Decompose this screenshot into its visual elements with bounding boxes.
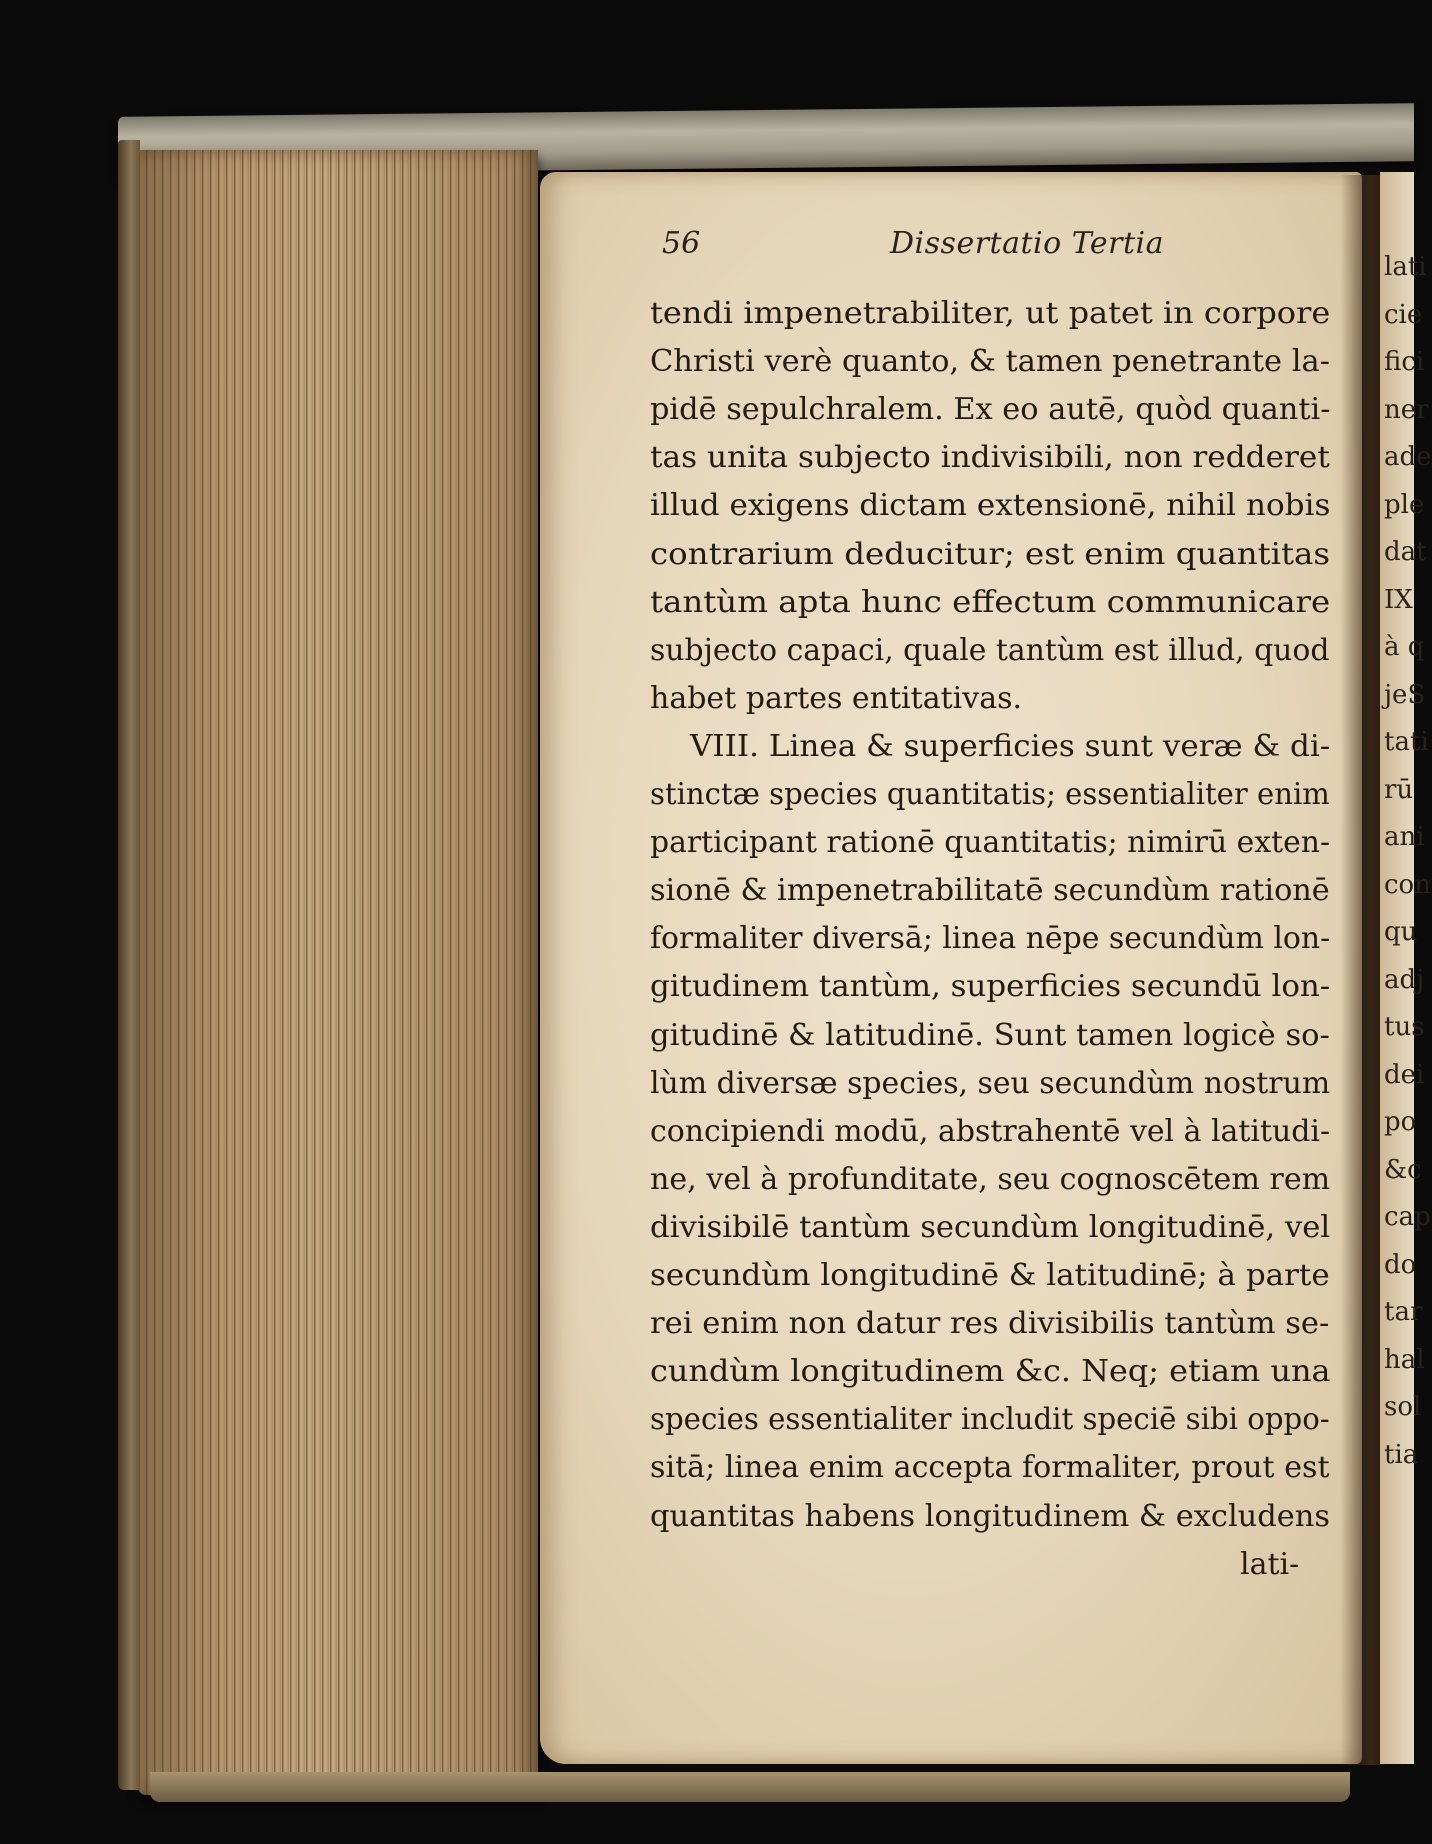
facing-page-text: cie [1384,299,1423,330]
facing-page-text: ade [1384,442,1432,472]
text-line: lati- [1240,1546,1300,1582]
facing-page-text: po [1384,1107,1417,1137]
text-line: Christi verè quanto, & tamen penetrante la- [650,344,1330,380]
facing-page-text: IX [1384,584,1413,615]
text-line: species essentialiter includit speciē sibi oppo- [650,1402,1330,1438]
text-line: sionē & impenetrabilitatē secundùm rationē [650,873,1330,909]
text-line: quantitas habens longitudinem & excludens [650,1498,1331,1534]
facing-page-text: ani [1384,822,1425,852]
page-edges-block [138,150,538,1795]
facing-page-text: hal [1384,1344,1425,1375]
facing-page-text: tar [1384,1297,1423,1327]
facing-page-text: ner [1384,394,1429,425]
facing-page-text: rū [1384,774,1414,805]
text-line: gitudinem tantùm, superficies secundū lon- [650,969,1331,1005]
text-line: pidē sepulchralem. Ex eo autē, quòd quanti- [650,392,1331,428]
facing-page-text: sol [1384,1392,1422,1422]
text-line: subjecto capaci, quale tantùm est illud, quod [650,632,1330,668]
text-line: illud exigens dictam extensionē, nihil nobis [650,488,1331,524]
book-cover-left-edge [118,140,140,1790]
text-line: lùm diversæ species, seu secundùm nostrum [650,1065,1331,1101]
text-line: divisibilē tantùm secundùm longitudinē, vel [650,1209,1331,1245]
facing-page-text: fici [1384,347,1425,377]
text-line: sitā; linea enim accepta formaliter, prout est [650,1450,1330,1486]
facing-page-text: ple [1384,489,1425,520]
page-gutter-shadow [1340,175,1384,1765]
facing-page-text: con [1384,869,1431,900]
text-line: secundùm longitudinē & latitudinē; à parte [650,1258,1330,1293]
text-line: participant rationē quantitatis; nimirū exten- [650,825,1331,861]
text-line: concipiendi modū, abstrahentē vel à latitudi- [650,1113,1331,1149]
text-line: ne, vel à profunditate, seu cognoscētem rem [650,1161,1331,1197]
text-line: tas unita subjecto indivisibili, non redderet [650,440,1330,476]
running-title: Dissertatio Tertia [890,226,1165,261]
book-bottom-edge [150,1772,1350,1802]
facing-page-text: adj [1384,964,1425,995]
facing-page-text: tia [1384,1439,1419,1470]
facing-page-text: do [1384,1249,1417,1280]
facing-page-text: dat [1384,537,1427,567]
text-line: tendi impenetrabiliter, ut patet in corpore [650,296,1331,331]
text-line: stinctæ species quantitatis; essentialiter enim [650,777,1330,812]
text-line: contrarium deducitur; est enim quantitas [650,536,1331,572]
facing-page-text: &c [1384,1154,1422,1185]
text-line: VIII. Linea & superficies sunt veræ & di- [690,728,1331,764]
facing-page-text: cap [1384,1202,1431,1232]
facing-page-text: à q [1384,632,1425,662]
text-line: cundùm longitudinem &c. Neq; etiam una [650,1354,1331,1390]
text-line: tantùm apta hunc effectum communicare [650,584,1331,620]
facing-page-text: qu [1384,917,1418,947]
text-line: rei enim non datur res divisibilis tantùm se- [650,1306,1330,1342]
text-line: habet partes entitativas. [650,680,1023,716]
facing-page-text: jeS [1384,679,1426,710]
facing-page-edge [1380,172,1432,1764]
facing-page-text: dei [1384,1059,1425,1090]
text-line: formaliter diversā; linea nēpe secundùm lon- [650,921,1331,957]
text-line: gitudinē & latitudinē. Sunt tamen logicè so- [650,1017,1330,1053]
running-head [662,226,1322,270]
facing-page-text: lati [1384,252,1427,282]
page-number: 56 [662,226,701,261]
facing-page-text: tus [1384,1012,1425,1042]
facing-page-text: tati [1384,727,1429,757]
